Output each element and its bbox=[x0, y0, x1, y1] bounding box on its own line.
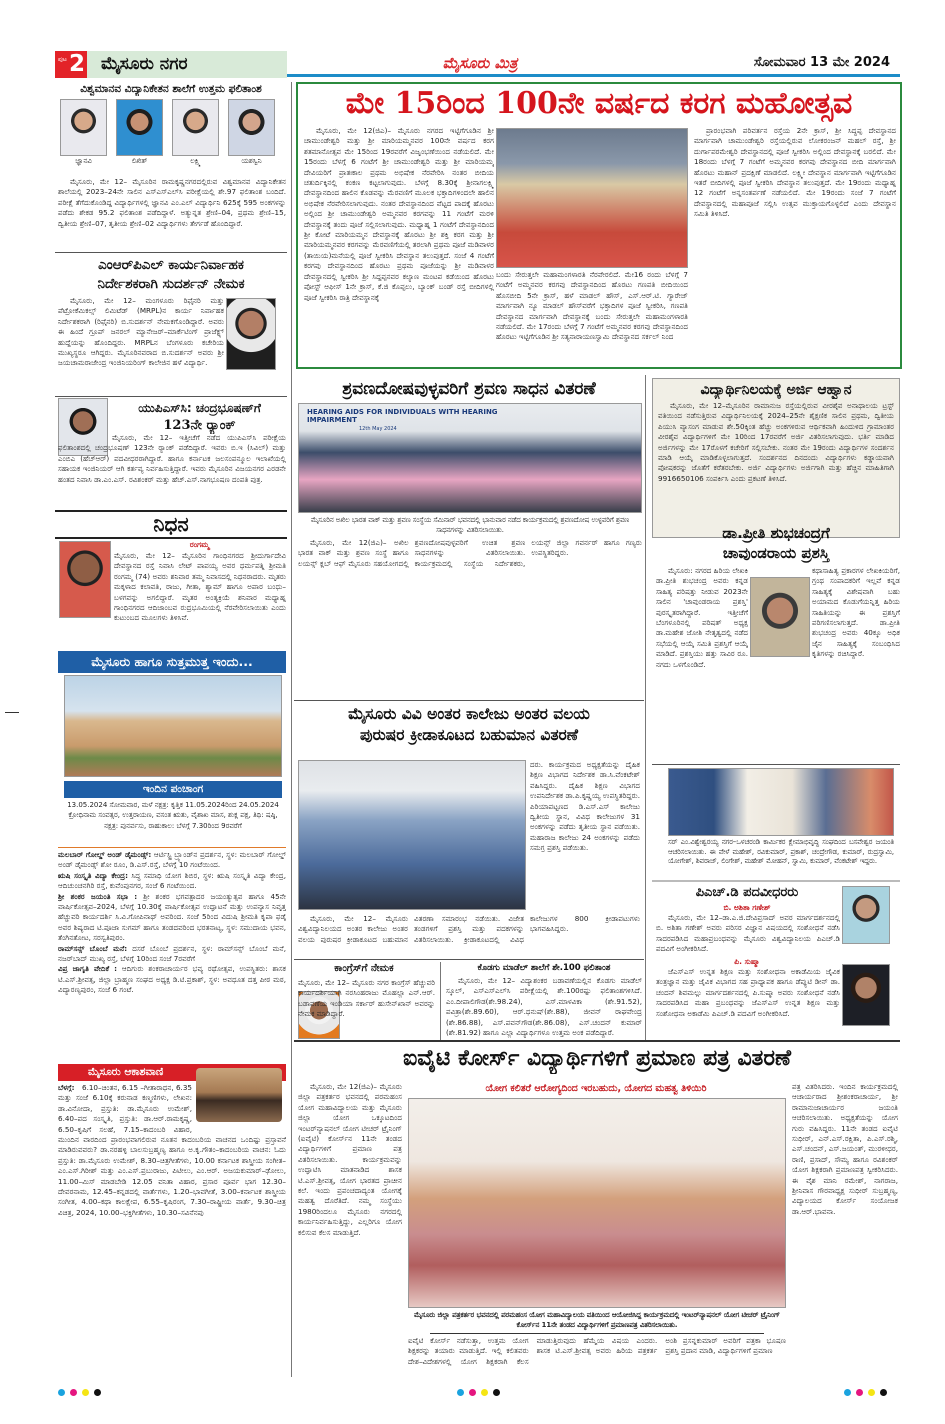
paragraph: ಮೈಸೂರು, ಮೇ 12– ಮಂಗಳೂರು ರಿಫೈನರಿ ಮತ್ತು ಪೆಟ್ರೋಕೆಮಿಕಲ್ಸ್ ಲಿಮಿಟೆಡ್ (MRPL)ನ ಕಾರ್ಯ ನಿರ್ವಾಹಕ ನಿರ್ದೇಶಕರಾಗಿ (ರಿಫೈನರಿ) ಬಿ.ಸುದರ್ಶನ್ ನೇಮಕಗೊಂಡಿದ್ದಾರೆ. ಅವರು ಈ ಹಿಂದೆ ಗ್ರೂಪ್ ಜನರಲ್ ಮ್ಯಾನೇಜರ್–ಮಾರ್ಕೆಟಿಂಗ್ ಪ್ರಾಜೆಕ್ಟ್ಸ್ ಹುದ್ದೆಯನ್ನು ಹೊಂದಿದ್ದರು. MRPLನ ಬೆಂಗಳೂರು ಕಚೇರಿಯ ಮುಖ್ಯಸ್ಥರೂ ಆಗಿದ್ದರು. ಮೈಸೂರಿನವರಾದ ಬಿ.ಸುದರ್ಶನ್ ಅವರು ಶ್ರೀ ಜಯಚಾಮರಾಜೇಂದ್ರ ಇಂಜಿನಿಯರಿಂಗ್ ಕಾಲೇಜಿನ ಹಳೆ ವಿದ್ಯಾರ್ಥಿ. bbox=[58, 296, 224, 368]
upsc-story-title-1: ಯುಪಿಎಸ್‌ಸಿ: ಚಂದ್ರಭೂಷಣ್‌ಗೆ bbox=[138, 401, 261, 415]
event-item bbox=[58, 944, 286, 965]
today-box-title: ಮೈಸೂರು ಹಾಗೂ ಸುತ್ತಮುತ್ತ ಇಂದು... bbox=[58, 651, 286, 673]
section-title: ಮೈಸೂರು ನಗರ bbox=[101, 54, 188, 74]
karaga-deity-photo bbox=[496, 128, 688, 268]
event-name: ವಿಪ್ರ ಜಾಗೃತಿ ವೇದಿಕೆ : bbox=[58, 964, 118, 974]
phd-name-1: ಬಿ. ಅಶಿತಾ ಗಣೇಶ್ bbox=[723, 903, 771, 912]
black-dot bbox=[94, 1389, 101, 1396]
radio-title: ಮೈಸೂರು ಆಕಾಶವಾಣಿ bbox=[58, 1064, 286, 1081]
award-story-title-2: ಚಾವುಂಡರಾಯ ಪ್ರಶಸ್ತಿ bbox=[722, 544, 830, 562]
event-text: ಆದಿಗುರು ಶಂಕರಾಚಾರ್ಯರ ಭವ್ಯ ರಥೋತ್ಸವ, ಉಪಸ್ಥಿತರು: ಶಾಸಕ ಟಿ.ಎಸ್.ಶ್ರೀವತ್ಸ, ಜಿಲ್ಲಾ ಬ್ರಾಹ್ಮಣ ಸಂಘದ ಅಧ್ಯಕ್ಷ ಡಿ.ಟಿ.ಪ್ರಕಾಶ್, ಸ್ಥಳ: ಅವಧೂತ ದತ್ತ ಪೀಠ ಮಠ, ವಿದ್ಯಾರಣ್ಯಪುರಂ, ಸಂಜೆ 6 ಗಂಟೆ. bbox=[58, 964, 286, 995]
story-divider bbox=[294, 959, 644, 960]
paragraph: ಮೈಸೂರು, ಮೇ 12– ಮೈಸೂರು ವಿಶ್ವವಿದ್ಯಾನಿಲಯದ ಅಂತರ ಕಾಲೇಜು ಅಂತರ ವಲಯ ಪುರುಷರ ಕ್ರೀಡಾಕೂಟದ ಬಹುಮಾನ ವಿತರಣಾ ಸಮಾರಂಭ ನಡೆಯಿತು. ವಿಜೇತ ತಂಡಗಳಿಗೆ ಪ್ರಶಸ್ತಿ ಮತ್ತು ಪದಕಗಳನ್ನು ವಿತರಿಸಲಾಯಿತು. ಕ್ರೀಡಾಕೂಟದಲ್ಲಿ ವಿವಿಧ ಕಾಲೇಜುಗಳ 800 ಕ್ರೀಡಾಪಟುಗಳು ಭಾಗವಹಿಸಿದ್ದರು. bbox=[298, 914, 640, 944]
page-number: 2 bbox=[69, 51, 86, 77]
paragraph: ಮೈಸೂರು, ಮೇ 12– ಮೈಸೂರು ನಗರ ಕಾಂಗ್ರೆಸ್ ಹೆಚ್ಚುವರಿ ಕಾರ್ಯದರ್ಶಿಯಾಗಿ ನರಸಿಂಹರಾಜು ಮೊಹಲ್ಲಾ ಎನ್.ಆರ್. ಬಡಾವಣೆಯ ಇಂಡಿಯಾ ಸರ್ಕಾರ್ ಹುಸೇನ್‌ಖಾನ್ ಅವರನ್ನು ನೇಮಕ ಮಾಡಿದ್ದಾರೆ. bbox=[298, 978, 435, 1019]
story-divider bbox=[652, 764, 900, 765]
event-item bbox=[58, 892, 286, 944]
phd-story-title: ಪಿಎಚ್.ಡಿ ಪದವೀಧರರು bbox=[695, 885, 799, 900]
lead-story-col1 bbox=[304, 126, 494, 366]
cyan-dot bbox=[844, 1389, 851, 1396]
obituary-title: ನಿಧನ bbox=[153, 512, 189, 536]
story-divider bbox=[55, 537, 287, 539]
issue-date: ಸೋಮವಾರ 13 ಮೇ 2024 bbox=[753, 55, 890, 70]
event-item bbox=[58, 964, 286, 995]
page-label: ಪುಟ bbox=[58, 56, 67, 63]
phd-body-1 bbox=[656, 913, 840, 955]
mrpl-story-title-2: ನಿರ್ದೇಶಕರಾಗಿ ಸುದರ್ಶನ್ ನೇಮಕ bbox=[97, 276, 245, 292]
paragraph: ಐವೈಟಿ ಕೋರ್ಸ್ ನಡೆಸುತ್ತಾ, ಉತ್ತಮ ಯೋಗ ಶಿಕ್ಷಕರನ್ನು ತಯಾರು ಮಾಡುತ್ತಿದೆ. ಇಲ್ಲಿ ಕಲಿತವರು ದೇಶ–ವಿದೇಶಗಳಲ್ಲಿ ಯೋಗ ಶಿಕ್ಷಕರಾಗಿ ಕೆಲಸ ಮಾಡುತ್ತಿರುವುದು ಹೆಮ್ಮೆಯ ವಿಷಯ ಎಂದರು. ಶಾಸಕ ಟಿ.ಎಸ್.ಶ್ರೀವತ್ಸ ಅವರು ಹಿರಿಯ ಪತ್ರಕರ್ತ ಅಂಶಿ ಪ್ರಸನ್ನಕುಮಾರ್ ಅವರಿಗೆ ಪತ್ರಕಾ ಭೂಷಣ ಪ್ರಶಸ್ತಿ ಪ್ರದಾನ ಮಾಡಿ, ವಿದ್ಯಾರ್ಥಿಗಳಿಗೆ ಪ್ರಮಾಣ bbox=[408, 1336, 786, 1366]
student-photo bbox=[228, 99, 275, 156]
yoga-story-title: ಐವೈಟಿ ಕೋರ್ಸ್ ವಿದ್ಯಾರ್ಥಿಗಳಿಗೆ ಪ್ರಮಾಣ ಪತ್ರ ವಿತರಣೆ bbox=[403, 1046, 791, 1071]
paragraph: ಮೈಸೂರು, ಮೇ 12–ಡಾ.ಎ.ಜಿ.ದೇವಿಪ್ರಸಾದ್ ಅವರ ಮಾರ್ಗದರ್ಶನದಲ್ಲಿ ಬಿ. ಅಶಿತಾ ಗಣೇಶ್ ಅವರು ಪರಿಸರ ವಿಜ್ಞಾನ ವಿಷಯದಲ್ಲಿ ಸಂಶೋಧನೆ ನಡೆಸಿ ಸಾದರಪಡಿಸಿದ ಮಹಾಪ್ರಬಂಧವನ್ನು ಮೈಸೂರು ವಿಶ್ವವಿದ್ಯಾನಿಲಯ ಪಿಎಚ್.ಡಿ ಪದವಿಗೆ ಅಂಗೀಕರಿಸಿದೆ. bbox=[656, 913, 840, 954]
event-text: ಸಿದ್ಧ ಸಮಾಧಿ ಯೋಗ ಶಿಬಿರ, ಸ್ಥಳ: ಋಷಿ ಸಂಸ್ಕೃತಿ ವಿದ್ಯಾ ಕೇಂದ್ರ, ಆದಿಚುಂಚನಗಿರಿ ರಸ್ತೆ, ಕುವೆಂಪುನಗರ, ಸಂಜೆ 6 ಗಂಟೆಯಿಂದ. bbox=[58, 870, 286, 891]
column-divider bbox=[645, 375, 646, 1040]
hearing-story-caption: ಮೈಸೂರಿನ ಅಖಿಲ ಭಾರತ ವಾಕ್ ಮತ್ತು ಶ್ರವಣ ಸಂಸ್ಥೆಯ ಸೆಮಿನಾರ್ ಭವನದಲ್ಲಿ ಭಾನುವಾರ ನಡೆದ ಕಾರ್ಯಕ್ರಮದಲ್ಲಿ ಶ್ರವಣದೋಷ ಉಳ್ಳವರಿಗೆ ಶ್ರವಣ ಸಾಧನಗಳನ್ನು ವಿತರಿಸಲಾಯಿತು. bbox=[310, 516, 630, 534]
phd-name-2: ಪಿ. ಸುಷ್ಮಾ bbox=[734, 957, 760, 966]
yellow-dot bbox=[82, 1389, 89, 1396]
story-divider bbox=[652, 880, 900, 882]
obituary-name: ರಂಗಮ್ಮ bbox=[189, 540, 210, 549]
story-divider bbox=[55, 252, 287, 253]
hearing-aid-event-photo bbox=[298, 403, 642, 513]
kodagu-story-body bbox=[446, 976, 642, 1040]
paragraph: ಮೈಸೂರು: ನಗರದ ಹಿರಿಯ ಲೇಖಕಿ ಡಾ.ಪ್ರೀತಿ ಶುಭಚಂದ್ರ ಅವರು ಕನ್ನಡ ಸಾಹಿತ್ಯ ಪರಿಷತ್ತು ನೀಡುವ 2023ನೇ ಸಾಲಿನ 'ಚಾವುಂಡರಾಯ ಪ್ರಶಸ್ತಿ' ಪುರಸ್ಕೃತರಾಗಿದ್ದಾರೆ. ಇತ್ತೀಚೆಗೆ ಬೆಂಗಳೂರಿನಲ್ಲಿ ಪರಿಷತ್ ಅಧ್ಯಕ್ಷ ಡಾ.ಮಹೇಶ ಜೋಶಿ ನೇತೃತ್ವದಲ್ಲಿ ನಡೆದ ಸಭೆಯಲ್ಲಿ ಆಯ್ಕೆ ಸಮಿತಿ ಪ್ರಶಸ್ತಿಗೆ ಆಯ್ಕೆ ಮಾಡಿದೆ. ಪ್ರಶಸ್ತಿಯು ಹತ್ತು ಸಾವಿರ ರೂ. ನಗದು ಒಳಗೊಂಡಿದೆ. bbox=[656, 566, 748, 669]
student-name: ಯಶಸ್ವಿನಿ bbox=[241, 157, 262, 165]
cyan-dot bbox=[58, 1389, 65, 1396]
mrpl-story-body bbox=[58, 296, 224, 372]
yellow-dot bbox=[481, 1389, 488, 1396]
radio-image-spacer bbox=[192, 1083, 286, 1127]
yoga-photo-caption: ಮೈಸೂರು ಜಿಲ್ಲಾ ಪತ್ರಕರ್ತರ ಭವನದಲ್ಲಿ ಪರಮಹಂಸ ಯೋಗ ಮಹಾವಿದ್ಯಾಲಯ ವತಿಯಿಂದ ಆಯೋಜಿಸಿದ್ದ ಕಾರ್ಯಕ್ರಮದಲ್ಲಿ ಇಂಟರ್‌ನ್ಯಾಷನಲ್ ಯೋಗ ಟೀಚರ್ ಟ್ರೈನಿಂಗ್ ಕೋರ್ಸ್‌ನ 11ನೇ ತಂಡದ ವಿದ್ಯಾರ್ಥಿಗಳಿಗೆ ಪ್ರಮಾಣಪತ್ರ ವಿತರಿಸಲಾಯಿತು. bbox=[414, 1311, 780, 1329]
mysore-palace-image bbox=[64, 675, 282, 777]
student-name: ಲಿಖಿತ್ bbox=[131, 157, 148, 165]
school-story-body bbox=[58, 177, 286, 249]
paragraph: ಪ್ರಾರಂಭವಾಗಿ ಪರಿವರ್ತನ ರಸ್ತೆಯ 2ನೇ ಕ್ರಾಸ್, ಶ್ರೀ ಸಿದ್ಧಪ್ಪ ದೇವಸ್ಥಾನದ ಮಾರ್ಗವಾಗಿ ಚಾಮುಂಡೇಶ್ವರಿ ರಸ್ತೆಯಲ್ಲಿರುವ ಲೋಕರಂಜನ್ ಮಹಲ್ ರಸ್ತೆ, ಶ್ರೀ ದುರ್ಗಾಪರಮೇಶ್ವರಿ ದೇವಸ್ಥಾನದಲ್ಲಿ ಪೂಜೆ ಸ್ವೀಕರಿಸಿ ಅಲ್ಲಿಂದ ದೇವಸ್ಥಾನಕ್ಕೆ ಬರಲಿದೆ. ಮೇ 18ರಂದು ಬೆಳಗ್ಗೆ 7 ಗಂಟೆಗೆ ಅಮ್ಮನವರ ಕರಗವು ದೇವಸ್ಥಾನದ ಬೀದಿ ಮಾರ್ಗವಾಗಿ ಹೊರಟು ಮಹಾನ್ ಪ್ರದಕ್ಷಿಣೆ ಮಾಡಲಿದೆ. ಲಕ್ಷ್ಮೀ ದೇವಸ್ಥಾನ ಮಾರ್ಗವಾಗಿ ಇಟ್ಟಿಗೆಗೂಡಿನ ಇತರೆ ಬೀದಿಗಳಲ್ಲಿ ಪೂಜೆ ಸ್ವೀಕರಿಸಿ ದೇವಸ್ಥಾನ ತಲುಪುತ್ತದೆ. ಮೇ 19ರಂದು ಮಧ್ಯಾಹ್ನ 12 ಗಂಟೆಗೆ ಅನ್ನಸಂತರ್ಪಣೆ ನಡೆಯಲಿದೆ. ಮೇ 19ರಂದು ಸಂಜೆ 7 ಗಂಟೆಗೆ ದೇವಸ್ಥಾನದಲ್ಲಿ ಮಹಾಪೂಜೆ ಸಲ್ಲಿಸಿ ಉತ್ಸವ ಮುಕ್ತಾಯಗೊಳ್ಳಲಿದೆ ಎಂದು ದೇವಸ್ಥಾನ ಸಮಿತಿ ತಿಳಿಸಿದೆ. bbox=[694, 126, 896, 219]
paragraph: ಮೈಸೂರು, ಮೇ 12– ಇತ್ತೀಚೆಗೆ ನಡೆದ ಯುಪಿಎಸ್‌ಸಿ ಪರೀಕ್ಷೆಯ ಫಲಿತಾಂಶದಲ್ಲಿ ಚಂದ್ರಭೂಷಣ್ 123ನೇ ರ್‍ಯಾಂಕ್ ಪಡೆದಿದ್ದಾರೆ. ಇವರು ಬಿ.ಇ (ಸಿವಿಲ್) ಮತ್ತು ಎಂಬಿಎ (ಹೆಚ್‌ಆರ್) ಪದವೀಧರರಾಗಿದ್ದಾರೆ. ಹಾಗೂ ಕರ್ನಾಟಕ ಜಲಸಂಪನ್ಮೂಲ ಇಲಾಖೆಯಲ್ಲಿ ಸಹಾಯಕ ಇಂಜಿನಿಯರ್ ಆಗಿ ಕರ್ತವ್ಯ ನಿರ್ವಹಿಸುತ್ತಿದ್ದಾರೆ. ಇವರು ಮೈಸೂರಿನ ವಿಜಯನಗರ ಎರಡನೇ ಹಂತದ ನಿವಾಸಿ ಡಾ.ಎಂ.ಎಸ್. ರವಿಶಂಕರ್ ಮತ್ತು ಹೆಚ್.ಎಸ್.ನಾಗಭೂಷಣ ದಂಪತಿ ಪುತ್ರ. bbox=[58, 433, 286, 484]
column-divider bbox=[440, 962, 441, 1040]
column-divider bbox=[291, 82, 292, 1377]
dr-preethi-photo bbox=[750, 577, 810, 657]
hostel-story-title: ವಿದ್ಯಾರ್ಥಿನಿಲಯಕ್ಕೆ ಅರ್ಜಿ ಆಹ್ವಾನ bbox=[700, 382, 852, 398]
events-list bbox=[58, 850, 286, 1060]
school-story-title: ವಿಶ್ವಮಾನವ ವಿದ್ಯಾನಿಕೇತನ ಶಾಲೆಗೆ ಉತ್ತಮ ಫಲಿತಾಂಶ bbox=[80, 83, 262, 95]
lead-story-title: ಮೇ 15ರಿಂದ 100ನೇ ವರ್ಷದ ಕರಗ ಮಹೋತ್ಸವ bbox=[345, 86, 853, 121]
print-registration-marks bbox=[58, 1381, 106, 1400]
event-name: ಋಷಿ ಸಂಸ್ಕೃತಿ ವಿದ್ಯಾ ಕೇಂದ್ರ: bbox=[58, 870, 129, 880]
paragraph: ಪತ್ರ ವಿತರಿಸಿದರು. ಇಂದಿನ ಕಾರ್ಯಕ್ರಮದಲ್ಲಿ ಆಚಾರ್ಯರಾದ ಶ್ರೀಶಂಕರಾಚಾರ್ಯ, ಶ್ರೀ ರಾಮಾನುಜಾಚಾರ್ಯರ ಜಯಂತಿ ಆಚರಿಸಲಾಯಿತು. ಅಧ್ಯಕ್ಷತೆಯನ್ನು ಯೋಗ ಗುರು ವಹಿಸಿದ್ದರು. 11ನೇ ತಂಡದ ಐವೈಟಿ ಸುಧೀರ್, ಎನ್.ಎಸ್.ರಕ್ಷಿತಾ, ಪಿ.ಎಸ್.ರಶ್ಮಿ, ಎಸ್.ಚಂದನ್, ಎಸ್.ಜಯಂತ್, ಮುರಳೀಧರ, ರಾಣಿ, ಪ್ರಸಾದ್, ಸೌಮ್ಯ ಹಾಗೂ ರವಿಶಂಕರ್ ಯೋಗ ಶಿಕ್ಷಕರಾಗಿ ಪ್ರಮಾಣಪತ್ರ ಸ್ವೀಕರಿಸಿದರು. ಈ ವೈಶ ಮಾನಿ ರಮೇಶ್, ನಾಗರಾಜ, ಶ್ರೀನಿವಾಸ ಗೌರವಾಧ್ಯಕ್ಷ ಸುಧೀರ್ ಸುಬ್ರಹ್ಮಣ್ಯ, ವಿದ್ಯಾಲಯದ ಕೋರ್ಸ್ ಸಂಯೋಜಕ ಡಾ.ಆರ್.ಭಾವನಾ. bbox=[792, 1082, 898, 1216]
ashitha-photo bbox=[842, 886, 890, 944]
cyan-dot bbox=[457, 1389, 464, 1396]
photo-banner-text: HEARING AIDS FOR INDIVIDUALS WITH HEARING IMPAIRMENT bbox=[307, 408, 498, 424]
story-divider bbox=[294, 1040, 900, 1042]
panchanga-divider bbox=[58, 847, 286, 848]
paragraph: ಮೈಸೂರು, ಮೇ 12– ಮೈಸೂರಿನ ರಾಮಕೃಷ್ಣನಗರದಲ್ಲಿರುವ ವಿಶ್ವಮಾನವ ವಿದ್ಯಾನಿಕೇತನ ಶಾಲೆಯಲ್ಲಿ 2023–24ನೇ ಸಾಲಿನ ಎಸ್‌ಎಸ್‌ಎಲ್‌ಸಿ ಪರೀಕ್ಷೆಯಲ್ಲಿ ಶೇ.97 ಫಲಿತಾಂಶ ಬಂದಿದೆ. ಪರೀಕ್ಷೆ ತೆಗೆದುಕೊಂಡಿದ್ದ ವಿದ್ಯಾರ್ಥಿಗಳಲ್ಲಿ ಜ್ಞಾನವಿ ಎಂ.ಎಲ್ ವಿದ್ಯಾರ್ಥಿನಿ 625ಕ್ಕೆ 595 ಅಂಕಗಳನ್ನು ಪಡೆದು ಶೇಕಡ 95.2 ಫಲಿತಾಂಶ ಪಡೆದಿದ್ದಾಳೆ. ಅತ್ಯುನ್ನತ ಶ್ರೇಣಿ–04, ಪ್ರಥಮ ಶ್ರೇಣಿ–15, ದ್ವಿತೀಯ ಶ್ರೇಣಿ–07, ತೃತೀಯ ಶ್ರೇಣಿ–02 ವಿದ್ಯಾರ್ಥಿಗಳು ತೇರ್ಗಡೆ ಹೊಂದಿದ್ದಾರೆ. bbox=[58, 177, 286, 228]
radio-schedule bbox=[58, 1083, 286, 1373]
student-photo bbox=[116, 99, 163, 156]
upsc-story-title-2: 123ನೇ ರ್‍ಯಾಂಕ್ bbox=[163, 418, 236, 433]
award-story-title-1: ಡಾ.ಪ್ರೀತಿ ಶುಭಚಂದ್ರಗೆ bbox=[722, 524, 830, 542]
obituary-body bbox=[58, 551, 286, 637]
paragraph: ಮೈಸೂರು, ಮೇ 12–ಮೈಸೂರಿನ ರಾಮಾನುಜ ರಸ್ತೆಯಲ್ಲಿರುವ ವೀರಶೈವ ಅನಾಥಾಲಯ ಟ್ರಸ್ಟ್ ವತಿಯಿಂದ ನಡೆಸುತ್ತಿರುವ ವಿದ್ಯಾರ್ಥಿನಿಲಯಕ್ಕೆ 2024–25ನೇ ಶೈಕ್ಷಣಿಕ ಸಾಲಿನ ಪ್ರಥಮ, ದ್ವಿತೀಯ ಪಿಯುಸಿ ವ್ಯಾಸಂಗ ಮಾಡುವ ಶೇ.50ಕ್ಕಿಂತ ಹೆಚ್ಚು ಅಂಕಗಳಿರುವ ಆರ್ಥಿಕವಾಗಿ ಹಿಂದುಳಿದ ಗ್ರಾಮಾಂತರ ವೀರಶೈವ ವಿದ್ಯಾರ್ಥಿಗಳಿಗೆ ಮೇ 10ರಿಂದ 17ರವರೆಗೆ ಅರ್ಜಿ ವಿತರಿಸಲಾಗುವುದು. ಭರ್ತಿ ಮಾಡಿದ ಅರ್ಜಿಗಳನ್ನು ಮೇ 17ರೊಳಗೆ ಕಚೇರಿಗೆ ಸಲ್ಲಿಸಬೇಕು. ನಂತರ ಮೇ 19ರಂದು ವಿದ್ಯಾರ್ಥಿಗಳ ಸಂದರ್ಶನ ಮಾಡಿ ಆಯ್ಕೆ ಮಾಡಿಕೊಳ್ಳಲಾಗುತ್ತದೆ. ಸಂದರ್ಶನದ ದಿನದಂದು ವಿದ್ಯಾರ್ಥಿಗಳು ಕಡ್ಡಾಯವಾಗಿ ಪೋಷಕರನ್ನು ಜೊತೆಗೆ ಕರೆತರಬೇಕು. ಅರ್ಜಿ ವಿದ್ಯಾರ್ಥಿಗಳು ಅರ್ಜಿಗಾಗಿ ಮತ್ತು ಹೆಚ್ಚಿನ ಮಾಹಿತಿಗಾಗಿ 9916650106 ಸಂಪರ್ಕಿಸಿ ಎಂದು ಪ್ರಕಟಣೆ ತಿಳಿಸಿದೆ. bbox=[658, 401, 894, 483]
sports-side-text bbox=[530, 760, 640, 910]
event-item bbox=[58, 850, 286, 871]
story-divider bbox=[294, 700, 644, 701]
caption-divider bbox=[430, 1333, 764, 1334]
magenta-dot bbox=[469, 1389, 476, 1396]
paragraph: ಮೈಸೂರು, ಮೇ 12– ಮೈಸೂರಿನ ಗಾಂಧಿನಗರದ ಶ್ರೀದುರ್ಗಾದೇವಿ ದೇವಸ್ಥಾನದ ರಸ್ತೆ ನಿವಾಸಿ ಲೇಟ್ ಪಾಪಯ್ಯ ಅವರ ಧರ್ಮಪತ್ನಿ ಶ್ರೀಮತಿ ರಂಗಮ್ಮ (74) ಅವರು ಶನಿವಾರ ತಮ್ಮ ನಿವಾಸದಲ್ಲಿ ನಿಧನರಾದರು. ಮೃತರು ಮಕ್ಕಳಾದ ಕಲಾವತಿ, ರಾಜು, ಗೀತಾ, ಶ್ಯಾಮ್ ಹಾಗೂ ಅಪಾರ ಬಂಧು–ಬಳಗವನ್ನು ಅಗಲಿದ್ದಾರೆ. ಮೃತರ ಅಂತ್ಯಕ್ರಿಯೆ ಶನಿವಾರ ಮಧ್ಯಾಹ್ನ ಗಾಂಧಿನಗರದ ಆದಿಜಾಂಬವ ರುದ್ರಭೂಮಿಯಲ್ಲಿ ನೆರವೇರಿಸಲಾಯಿತು ಎಂದು ಕುಟುಂಬದ ಮೂಲಗಳು ತಿಳಿಸಿವೆ. bbox=[114, 551, 286, 623]
student-name: ಲಕ್ಷ್ಮಿ bbox=[190, 157, 201, 165]
paragraph: ಮೈಸೂರು, ಮೇ 12(ಜಿಎ)– ಅಖಿಲ ಭಾರತ ವಾಕ್ ಮತ್ತು ಶ್ರವಣ ಸಂಸ್ಥೆ ಹಾಗೂ ಲಯನ್ಸ್ ಕ್ಲಬ್ ಆಫ್ ಮೈಸೂರು ಸಹಯೋಗದಲ್ಲಿ ಶ್ರವಣದೋಷವುಳ್ಳವರಿಗೆ ಉಚಿತ ಶ್ರವಣ ಸಾಧನಗಳನ್ನು ವಿತರಿಸಲಾಯಿತು. ಕಾರ್ಯಕ್ರಮದಲ್ಲಿ ಸಂಸ್ಥೆಯ ನಿರ್ದೇಶಕರು, ಲಯನ್ಸ್ ಜಿಲ್ಲಾ ಗವರ್ನರ್ ಹಾಗೂ ಗಣ್ಯರು ಉಪಸ್ಥಿತರಿದ್ದರು. bbox=[298, 538, 642, 568]
lead-story-col3 bbox=[694, 126, 896, 366]
panchanga-title: ಇಂದಿನ ಪಂಚಾಂಗ bbox=[64, 781, 282, 798]
hearing-story-title: ಶ್ರವಣದೋಷವುಳ್ಳವರಿಗೆ ಶ್ರವಣ ಸಾಧನ ವಿತರಣೆ bbox=[342, 379, 596, 399]
student-name: ಜ್ಞಾನವಿ bbox=[75, 157, 92, 165]
event-item bbox=[58, 871, 286, 892]
paragraph: ಮೈಸೂರು, ಮೇ 12(ಜಿಎ)– ಮೈಸೂರು ಜಿಲ್ಲಾ ಪತ್ರಕರ್ತರ ಭವನದಲ್ಲಿ ಪರಮಹಂಸ ಯೋಗ ಮಹಾವಿದ್ಯಾಲಯ ಮತ್ತು ಮೈಸೂರು ಜಿಲ್ಲಾ ಯೋಗ ಒಕ್ಕೂಟದಿಂದ ಇಂಟರ್‌ನ್ಯಾಷನಲ್ ಯೋಗ ಟೀಚರ್ ಟ್ರೈನಿಂಗ್ (ಐವೈಟಿ) ಕೋರ್ಸ್‌ನ 11ನೇ ತಂಡದ ವಿದ್ಯಾರ್ಥಿಗಳಿಗೆ ಪ್ರಮಾಣ ಪತ್ರ ವಿತರಿಸಲಾಯಿತು. ಕಾರ್ಯಕ್ರಮವನ್ನು ಉದ್ಘಾಟಿಸಿ ಮಾತನಾಡಿದ ಶಾಸಕ ಟಿ.ಎಸ್.ಶ್ರೀವತ್ಸ, ಯೋಗ ಭಾರತದ ಪ್ರಾಚೀನ ಕಲೆ. ಇಂದು ಪ್ರಪಂಚದಾದ್ಯಂತ ಯೋಗಕ್ಕೆ ಮಹತ್ವ ದೊರೆತಿದೆ. ನಮ್ಮ ಸಂಸ್ಥೆಯು 1980ರಿಂದಲೂ ಮೈಸೂರು ನಗರದಲ್ಲಿ ಕಾರ್ಯನಿರ್ವಹಿಸುತ್ತಿದ್ದು, ಎಲ್ಲರಿಗೂ ಯೋಗ ಕಲಿಸುವ ಕೆಲಸ ಮಾಡುತ್ತಿದೆ. bbox=[298, 1082, 402, 1237]
paragraph: ಕಥಾಸಾಹಿತ್ಯ ಪ್ರಕಾರಗಳ ಲೇಖಕಿಯರಿಗೆ, ಗ್ರಂಥ ಸಂಪಾದಕರಿಗೆ ಇಲ್ಲವೆ ಕನ್ನಡ ಸಾಹಿತ್ಯಕ್ಕೆ ವಿಶೇಷವಾಗಿ ಬಹು ಅಯಾಮದ ಕೊಡುಗೆಯನ್ನಿತ್ತ ಹಿರಿಯ ಸಾಹಿತಿಯನ್ನು ಈ ಪ್ರಶಸ್ತಿಗೆ ಪರಿಗಣಿಸಲಾಗುತ್ತದೆ. ಡಾ.ಪ್ರೀತಿ ಶುಭಚಂದ್ರ ಅವರು 40ಕ್ಕೂ ಅಧಿಕ ಜೈನ ಸಾಹಿತ್ಯಕ್ಕೆ ಸಂಬಂಧಿಸಿದ ಕೃತಿಗಳನ್ನು ರಚಿಸಿದ್ದಾರೆ. bbox=[812, 566, 900, 659]
paragraph: ಮೈಸೂರು, ಮೇ 12– ವಿದ್ಯಾಶಂಕರ ಬಡಾವಣೆಯಲ್ಲಿನ ಕೊಡಗು ಮಾಡೆಲ್ ಸ್ಕೂಲ್, ಎಸ್‌ಎಸ್‌ಎಲ್‌ಸಿ ಪರೀಕ್ಷೆಯಲ್ಲಿ ಶೇ.100ರಷ್ಟು ಫಲಿತಾಂಶಗಳಿಸಿದೆ. ಎಂ.ದೀಪಾಲಿಗೌಡ(ಶೇ.98.24), ಎಸ್.ಮಾಳವಿಕಾ (ಶೇ.91.52), ಪವಿತ್ರಾ(ಶೇ.89.60), ಆರ್.ಧನುಷ್(ಶೇ.88), ಜೀವನ್ ರಾಘವೇಂದ್ರ (ಶೇ.86.88), ಎಸ್.ಪವನ್‌ಗೌಡ(ಶೇ.86.08), ಎಸ್.ಚಂದನ್ ಕುಮಾರ್ (ಶೇ.81.92) ಹಾಗೂ ಎಲ್ಲಾ ವಿದ್ಯಾರ್ಥಿಗಳೂ ಉತ್ತಮ ಅಂಕ ಪಡೆದಿದ್ದಾರೆ. bbox=[446, 976, 642, 1038]
paragraph: ಮೈಸೂರು, ಮೇ 12(ಜಿಎ)– ಮೈಸೂರು ನಗರದ ಇಟ್ಟಿಗೆಗೂಡಿನ ಶ್ರೀ ಚಾಮುಂಡೇಶ್ವರಿ ಮತ್ತು ಶ್ರೀ ಮಾರಿಯಮ್ಮನವರ 100ನೇ ವರ್ಷದ ಕರಗ ಶತಮಾನೋತ್ಸವ ಮೇ 15ರಿಂದ 19ರವರೆಗೆ ವಿಜೃಂಭಣೆಯಿಂದ ನಡೆಯಲಿದೆ. ಮೇ 15ರಂದು ಬೆಳಗ್ಗೆ 6 ಗಂಟೆಗೆ ಶ್ರೀ ಚಾಮುಂಡೇಶ್ವರಿ ಮತ್ತು ಶ್ರೀ ಮಾರಿಯಮ್ಮ ದೇವಿಯರಿಗೆ ಪ್ರಾತಃಕಾಲ ಪ್ರಥಮ ಅಭಿಷೇಕ ನೆರವೇರಿಸಿ ನಂತರ ಬೀದಿಯ ಚತುರ್ದಿಕ್ಕಿನಲ್ಲಿ ಕಂಕಣ ಕಟ್ಟಲಾಗುವುದು. ಬೆಳಗ್ಗೆ 8.30ಕ್ಕೆ ಶ್ರೀನಾಗಲಕ್ಷ್ಮಿ ದೇವಸ್ಥಾನದಿಂದ ಹಾಲಿನ ಕೊಡವನ್ನು ಮೆರವಣಿಗೆ ಮೂಲಕ ಭಕ್ತಾದಿಗಳಿಂದಲೇ ಹಾಲಿನ ಅಭಿಷೇಕ ನೆರವೇರಿಸಲಾಗುವುದು. ನಂತರ ದೇವಸ್ಥಾನದಿಂದ ವೆಟ್ಟದ ಪಾದಕ್ಕೆ ಹೊರಟು ಅಲ್ಲಿಂದ ಶ್ರೀ ಚಾಮುಂಡೇಶ್ವರಿ ಅಮ್ಮನವರ ಕರಗವನ್ನು 11 ಗಂಟೆಗೆ ಮರಳಿ ದೇವಸ್ಥಾನಕ್ಕೆ ತಂದು ಪೂಜೆ ಸಲ್ಲಿಸಲಾಗುವುದು. ಮಧ್ಯಾಹ್ನ 1 ಗಂಟೆಗೆ ದೇವಸ್ಥಾನದಿಂದ ಶ್ರೀ ಕೋಟೆ ಮಾರಿಯಮ್ಮನ ದೇವಸ್ಥಾನಕ್ಕೆ ಹೊರಟು ಶ್ರೀ ಶಕ್ತಿ ಕರಗ ಮತ್ತು ಶ್ರೀ ಮಾರಿಯಮ್ಮನವರ ಕರಗವನ್ನು ಮೆರವಣಿಗೆಯಲ್ಲಿ ತರಲಾಗಿ ಪ್ರಥಮ ಪೂಜೆ ಮಡಿವಾಳರ (ತಾಯಿಯ)ಮನೆಯಲ್ಲಿ ಪೂಜೆ ಸ್ವೀಕರಿಸಿ ದೇವಸ್ಥಾನ ತಲುಪುತ್ತದೆ. ಸಂಜೆ 4 ಗಂಟೆಗೆ ಕರಗವು ದೇವಸ್ಥಾನದಿಂದ ಹೊರಟು ಪ್ರಥಮ ಪೂಜೆಯನ್ನು ಶ್ರೀ ಮಡಿವಾಳರ ದೇವಸ್ಥಾನದಲ್ಲಿ ಸ್ವೀಕರಿಸಿ ಶ್ರೀ ಸಿದ್ದಪ್ಪನವರ ಕಲ್ಯಾಣ ಮಂಟಪ ಕಡೆಯಿಂದ ಹೊರಟು ಪೋಸ್ಟ್ ಆಫೀಸ್ 1ನೇ ಕ್ರಾಸ್, ಕೆ.ಜಿ ಕೊಪ್ಪಲು, ಬ್ಯಾಂಕ್ ಬಂಡ್ ರಸ್ತೆ ಬೀದಿಗಳಲ್ಲಿ ಪೂಜೆ ಸ್ವೀಕರಿಸಿ ರಾತ್ರಿ ದೇವಸ್ಥಾನಕ್ಕೆ bbox=[304, 126, 494, 302]
event-text: ಆರ್ಟಿಸ್ಟ್ರಿ ಬ್ರ್ಯಾಂಡ್‌ನ ಪ್ರದರ್ಶನ, ಸ್ಥಳ: ಮಲಬಾರ್ ಗೋಲ್ಡ್ ಅಂಡ್ ಡೈಮಂಡ್ಸ್ ಶೋ ರೂಂ, ಡಿ.ಎಸ್.ರಸ್ತೆ, ಬೆಳಗ್ಗೆ 10 ಗಂಟೆಯಿಂದ. bbox=[58, 850, 286, 870]
kodagu-story-title: ಕೊಡಗು ಮಾಡೆಲ್ ಶಾಲೆಗೆ ಶೇ.100 ಫಲಿತಾಂಶ bbox=[477, 963, 611, 973]
congress-story-title: ಕಾಂಗ್ರೆಸ್‌ಗೆ ನೇಮಕ bbox=[334, 963, 394, 974]
award-story-body-left bbox=[656, 566, 748, 750]
page-number-badge bbox=[55, 51, 87, 78]
memorial-caption: ಸರ್ ಎಂ.ವಿಶ್ವೇಶ್ವರಯ್ಯ ನಗರ–ಒಳಚರಂಡಿ ಕಾರ್ಮಿಕರ ಕ್ಷೇಮಾಭಿವೃದ್ಧಿ ಸಂಘದಿಂದ ಬಸವೇಶ್ವರ ಜಯಂತಿ ಆಚರಿಸಲಾಯಿತು. ಈ ವೇಳೆ ಮಹೇಶ್, ರವಿಕುಮಾರ್, ಪ್ರಕಾಶ್, ಚಂದ್ರೇಗೌಡ, ಕುಮಾರ್, ರುದ್ರಸ್ವಾಮಿ, ಯೋಗೇಶ್, ಶಿವರಾಜ್, ಲಿಂಗೇಶ್, ಮಹೇಶ್ ಮೋಹನ್, ಸ್ವಾಮಿ, ಕುಮಾರ್, ವೆಂಕಟೇಶ್ ಇದ್ದರು. bbox=[668, 838, 894, 865]
sports-story-body bbox=[298, 914, 640, 958]
yellow-dot bbox=[868, 1389, 875, 1396]
section-banner bbox=[87, 51, 287, 78]
sports-prize-photo bbox=[298, 760, 526, 910]
lead-story-col2 bbox=[496, 270, 688, 366]
memorial-event-photo bbox=[668, 768, 894, 836]
upsc-story-body bbox=[58, 433, 286, 509]
sudarshan-photo bbox=[226, 298, 276, 370]
magenta-dot bbox=[70, 1389, 77, 1396]
radio-text: 6.10–ಚಿಂತನ, 6.15 –ಗೀತಾರಾಧನ, 6.35 ಮತ್ತು ಸಂಜೆ 6.10ಕ್ಕೆ ಕರುನಾಡ ಕಣ್ಮಣಿಗಳು, ಲೇಖನ: ಡಾ.ವಿನೋದಾ, ಪ್ರಸ್ತುತಿ: ಡಾ.ಮೈಸೂರು ಉಮೇಶ್, 6.40–ಪದ ಸಂಸ್ಕೃತಿ, ಪ್ರಸ್ತುತಿ: ಡಾ.ಆರ್.ರಾಮಕೃಷ್ಣ, 6.50–ಕೃಷಿಗೆ ಸಲಹೆ, 7.15–ಕಾದಂಬರಿ ವಿಹಾರ, ಮುಂದಿನ ವಾರದಿಂದ ಪ್ರಾರಂಭವಾಗಲಿರುವ ನೂತನ ಕಾದಂಬರಿಯ ವಾಚನದ ಒಂದಿಷ್ಟು ಪ್ರಸ್ತಾವನೆ ಮಾಡಿರುವವರು? ಡಾ.ನರಹಳ್ಳಿ ಬಾಲಸುಬ್ರಹ್ಮಣ್ಯ ಹಾಗೂ ಅ.ಕೃ.ಗೌತಂ–ಕಾದಂಬರಿಯ ವಾಚನ: ಓದು ಪ್ರಸ್ತುತಿ: ಡಾ.ಮೈಸೂರು ಉಮೇಶ್, 8.30–ಚಿತ್ರಗೀತೆಗಳು, 10.00 ಕರ್ನಾಟಕ ಶಾಸ್ತ್ರೀಯ ಸಂಗೀತ–ಎಂ.ಎಸ್.ಗಿರೀಶ್ ಮತ್ತು ಎಂ.ಎಸ್.ಪ್ರಬುರಾಜು, ಪಿಟೀಲು, ಎಂ.ಆರ್. ಅಜಯಕುಮಾರ್–ಢೋಲು, 11.00–ಮಿಸ್ ಮಾಡಬೇಡಿ 12.05 ವನಿತಾ ವಿಹಾರ, ಪ್ರಸಾರ ಪೂರ್ವ ಭಾಗ 12.30–ದೇವರನಾಮ, 12.45–ಕನ್ನಡದಲ್ಲಿ ವಾರ್ತೆಗಳು, 1.20–ಭಾವಗೀತೆ, 3.00–ಕರ್ನಾಟಕ ಶಾಸ್ತ್ರೀಯ ಸಂಗೀತ, 4.00–ಕಥಾ ಕಾಲಕ್ಷೇಪ, 6.55–ಕೃಷಿರಂಗ, 7.30–ರಾಷ್ಟ್ರೀಯ ವಾರ್ತೆ, 9.30–ಚಿತ್ರ ವಿಚಿತ್ರ, 2024, 10.00–ಭಕ್ತಿಗೀತೆಗಳು, 10.30–ಸವಿನೆನಪು bbox=[58, 1083, 286, 1217]
sports-story-title-2: ಪುರುಷರ ಕ್ರೀಡಾಕೂಟದ ಬಹುಮಾನ ವಿತರಣೆ bbox=[359, 726, 579, 744]
yoga-story-col-left bbox=[298, 1082, 402, 1372]
margin-mark bbox=[5, 712, 19, 713]
header-divider bbox=[287, 74, 900, 77]
event-name: ಮಲಬಾರ್ ಗೋಲ್ಡ್ ಅಂಡ್ ಡೈಮಂಡ್ಸ್: bbox=[58, 850, 152, 859]
paragraph: ದರು. ಕಾರ್ಯಕ್ರಮದ ಅಧ್ಯಕ್ಷತೆಯನ್ನು ದೈಹಿಕ ಶಿಕ್ಷಣ ವಿಭಾಗದ ನಿರ್ದೇಶಕ ಡಾ.ಸಿ.ವೆಂಕಟೇಶ್ ವಹಿಸಿದ್ದರು. ದೈಹಿಕ ಶಿಕ್ಷಣ ವಿಭಾಗದ ಉಪನಿರ್ದೇಶಕ ಡಾ.ಪಿ.ಕೃಷ್ಣಯ್ಯ ಉಪಸ್ಥಿತರಿದ್ದರು. ಪಿರಿಯಾಪಟ್ಟಣದ ಡಿ.ಎಸ್.ಎಸ್ ಕಾಲೇಜು ದ್ವಿತೀಯ ಸ್ಥಾನ, ವಿವಿಧ ಕಾಲೇಜುಗಳ 31 ಅಂಕಗಳನ್ನು ಪಡೆದು ತೃತೀಯ ಸ್ಥಾನ ಪಡೆಯಿತು. ಮಹಾರಾಜ ಕಾಲೇಜು 24 ಅಂಕಗಳನ್ನು ಪಡೆದು ಸಮಗ್ರ ಪ್ರಶಸ್ತಿ ಪಡೆಯಿತು. bbox=[530, 760, 640, 853]
hearing-story-body bbox=[298, 538, 642, 700]
yoga-certificate-photo bbox=[408, 1098, 786, 1308]
sushma-photo bbox=[842, 964, 890, 1026]
yoga-story-col-right bbox=[792, 1082, 898, 1372]
panchanga-text: 13.05.2024 ಸೋಮವಾರ, ಮಳೆ ನಕ್ಷತ್ರ: ಕೃತ್ತಿಕ 11.05.2024ರಿಂದ 24.05.2024 ಕ್ರೋಧಿನಾಮ ಸಂವತ್ಸರ, ಉತ್ತರಾಯಣ, ವಸಂತ ಋತು, ವೈಶಾಖ ಮಾಸ, ಶುಕ್ಲ ಪಕ್ಷ, ತಿಥಿ: ಷಷ್ಠಿ, ನಕ್ಷತ್ರ: ಪುನರ್ವಸು, ರಾಹುಕಾಲ: ಬೆಳಗ್ಗೆ 7.30ರಿಂದ 9ರವರೆಗೆ bbox=[67, 801, 279, 830]
print-registration-marks bbox=[457, 1381, 505, 1400]
event-text: ಶ್ರೀ ಶಂಕರ ಭಗವತ್ಪಾದರ ಜಯಂತ್ಯುತ್ಸವ ಹಾಗೂ 45ನೇ ವಾರ್ಷಿಕೋತ್ಸವ–2024, ಬೆಳಗ್ಗೆ 10.30ಕ್ಕೆ ವಾರ್ಷಿಕೋತ್ಸವ ಉದ್ಘಾಟನೆ ಮತ್ತು ಉಪನ್ಯಾಸ ನಿವೃತ್ತ ಹೆಚ್ಚುವರಿ ಕಾರ್ಯದರ್ಶಿ ಸಿ.ವಿ.ಗೋಪಿನಾಥ್ ಅವರಿಂದ. ಸಂಜೆ 5ರಿಂದ ವಿದುಷಿ ಶ್ರೀಮತಿ ಕೃಪಾ ಫಡ್ಕೆ ಅವರ ಶಿಷ್ಯರಾದ ಟಿ.ಪೂಜಾ ಸುಗಮ್ ಹಾಗೂ ತಂಡದವರಿಂದ ಭರತನಾಟ್ಯ, ಸ್ಥಳ: ಸಮುದಾಯ ಭವನ, ತೆಂಗಿನತೋಟ, ಸರಸ್ವತಿಪುರಂ. bbox=[58, 891, 286, 943]
yoga-story-below-caption bbox=[408, 1336, 786, 1372]
black-dot bbox=[493, 1389, 500, 1396]
story-divider bbox=[55, 396, 287, 397]
magenta-dot bbox=[856, 1389, 863, 1396]
radio-lead: ಬೆಳಗ್ಗೆ: bbox=[58, 1083, 75, 1092]
paragraph: ಬಂದು ಸೇರುತ್ತಲೇ ಮಹಾಮಂಗಳಾರತಿ ನೆರವೇರಲಿದೆ. ಮೇ16 ರಂದು ಬೆಳಗ್ಗೆ 7 ಗಂಟೆಗೆ ಅಮ್ಮನವರ ಕರಗವು ದೇವಸ್ಥಾನದಿಂದ ಹೊರಟು ಗಣಪತಿ ಬೀದಿಯಿಂದ ಹೊಸಬೀದಿ 5ನೇ ಕ್ರಾಸ್, ಹಳೆ ಮಾಡಲ್ ಹೌಸ್, ಎಸ್.ಆರ್.ಟಿ. ಗ್ಯಾರೇಜ್ ಮಾರ್ಗವಾಗಿ ನ್ಯೂ ಮಾಡಲ್ ಹೌಸ್‌ವರೆಗೆ ಭಕ್ತಾದಿಗಳ ಪೂಜೆ ಸ್ವೀಕರಿಸಿ, ಗಣಪತಿ ದೇವಸ್ಥಾನದ ಮಾರ್ಗವಾಗಿ ದೇವಸ್ಥಾನಕ್ಕೆ ಬಂದು ಸೇರುತ್ತಲೇ ಮಹಾಮಂಗಳಾರತಿ ನಡೆಯಲಿದೆ. ಮೇ 17ರಂದು ಬೆಳಗ್ಗೆ 7 ಗಂಟೆಗೆ ಅಮ್ಮನವರ ಕರಗವು ದೇವಸ್ಥಾನದಿಂದ ಹೊರಟು ಇಟ್ಟಿಗೆಗೂಡಿನ ಶ್ರೀ ಸತ್ಯನಾರಾಯಣಸ್ವಾಮಿ ದೇವಸ್ಥಾನದ ಸರ್ಕಲ್ ನಿಂದ bbox=[496, 270, 688, 342]
paragraph: ಜೆಎಸ್‌ಎಸ್ ಉನ್ನತ ಶಿಕ್ಷಣ ಮತ್ತು ಸಂಶೋಧನಾ ಅಕಾಡೆಮಿಯ ಜೈವಿಕ ತಂತ್ರಜ್ಞಾನ ಮತ್ತು ಜೈವಿಕ ವಿಭಾಗದ ಸಹ ಪ್ರಾಧ್ಯಾಪಕ ಹಾಗೂ ಡೆಪ್ಯುಟಿ ಡೀನ್ ಡಾ. ಚಂದನ್ ಶಿವಮಲ್ಲು ಮಾರ್ಗದರ್ಶನದಲ್ಲಿ ಪಿ.ಸುಷ್ಮಾ ಅವರು ಸಂಶೋಧನೆ ನಡೆಸಿ ಸಾದರಪಡಿಸಿದ ಮಹಾ ಪ್ರಬಂಧವನ್ನು ಜೆಎಸ್‌ಎಸ್ ಉನ್ನತ ಶಿಕ್ಷಣ ಮತ್ತು ಸಂಶೋಧನಾ ಅಕಾಡೆಮಿ ಪಿಎಚ್.ಡಿ ಪದವಿಗೆ ಅಂಗೀಕರಿಸಿದೆ. bbox=[656, 967, 840, 1018]
student-photo bbox=[172, 99, 219, 156]
hostel-story-body bbox=[658, 401, 894, 535]
event-name: ಶ್ರೀ ಶಂಕರ ಜಯಂತಿ ಸಭಾ : bbox=[58, 891, 138, 901]
newspaper-masthead: ಮೈಸೂರು ಮಿತ್ರ bbox=[442, 54, 518, 72]
print-registration-marks bbox=[844, 1381, 892, 1400]
congress-story-body bbox=[298, 978, 435, 1040]
black-dot bbox=[880, 1389, 887, 1396]
event-text: ದಸರೆ ಬೊಂಬೆ ಪ್ರದರ್ಶನ, ಸ್ಥಳ: ರಾಮ್‌ಸನ್ಸ್ ಬೊಂಬೆ ಮನೆ, ನಜರ್‌ಬಾದ್ ಮುಖ್ಯ ರಸ್ತೆ, ಬೆಳಗ್ಗೆ 10ರಿಂದ ಸಂಜೆ 7ರವರೆಗೆ bbox=[58, 943, 286, 964]
sports-story-title-1: ಮೈಸೂರು ವಿವಿ ಅಂತರ ಕಾಲೇಜು ಅಂತರ ವಲಯ bbox=[348, 705, 590, 723]
award-story-body-right bbox=[812, 566, 900, 750]
student-photo bbox=[60, 99, 107, 156]
event-name: ರಾಮ್‌ಸನ್ಸ್ ಬೊಂಬೆ ಮನೆ: bbox=[58, 943, 128, 953]
photo-banner-date: 12th May 2024 bbox=[359, 426, 397, 432]
yoga-story-subtitle: ಯೋಗ ಕಲಿತರೆ ಆರೋಗ್ಯದಿಂದ ಇರಬಹುದು, ಯೋಗದ ಮಹತ್ವ ತಿಳಿಯಿರಿ bbox=[485, 1083, 707, 1094]
mrpl-story-title-1: ಎಂಆರ್‌ಪಿಎಲ್ ಕಾರ್ಯನಿರ್ವಾಹಕ bbox=[98, 257, 244, 273]
phd-body-2 bbox=[656, 967, 840, 1029]
